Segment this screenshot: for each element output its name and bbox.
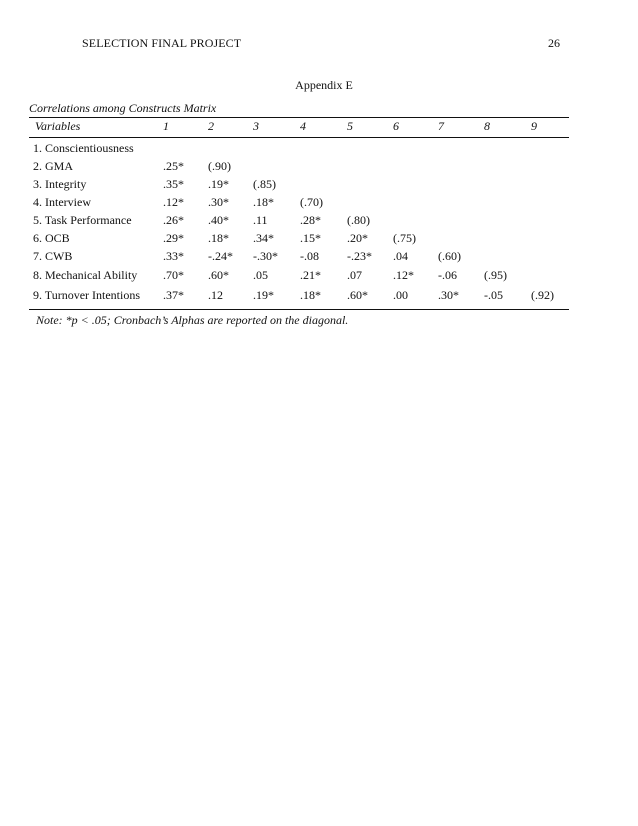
- column-header-variables: Variables: [35, 119, 81, 133]
- page-number: 26: [548, 36, 560, 50]
- correlation-cell: .11: [253, 213, 268, 227]
- correlation-cell: -.24*: [208, 249, 233, 263]
- correlation-cell: .15*: [300, 231, 321, 245]
- row-label: 9. Turnover Intentions: [33, 288, 141, 302]
- correlation-cell: .12*: [163, 195, 184, 209]
- row-label: 3. Integrity: [33, 177, 87, 191]
- column-header-8: 8: [484, 119, 490, 133]
- row-label: 7. CWB: [33, 249, 73, 263]
- correlation-cell: -.23*: [347, 249, 372, 263]
- correlation-cell: (.95): [484, 268, 507, 282]
- correlation-cell: -.30*: [253, 249, 278, 263]
- table-header-row: [0, 119, 638, 137]
- table-row: [0, 141, 638, 159]
- column-header-3: 3: [253, 119, 259, 133]
- row-label: 5. Task Performance: [33, 213, 132, 227]
- correlation-cell: .00: [393, 288, 408, 302]
- correlation-cell: .40*: [208, 213, 229, 227]
- correlation-cell: .05: [253, 268, 268, 282]
- column-header-4: 4: [300, 119, 306, 133]
- row-label: 8. Mechanical Ability: [33, 268, 138, 282]
- running-head: SELECTION FINAL PROJECT: [82, 36, 242, 50]
- table-row: [0, 231, 638, 249]
- correlation-cell: .20*: [347, 231, 368, 245]
- correlation-cell: -.08: [300, 249, 319, 263]
- table-row: [0, 177, 638, 195]
- correlation-cell: .19*: [253, 288, 274, 302]
- correlation-cell: (.90): [208, 159, 231, 173]
- correlation-cell: -.06: [438, 268, 457, 282]
- column-header-1: 1: [163, 119, 169, 133]
- table-row: [0, 288, 638, 306]
- table-note: Note: *p < .05; Cronbach’s Alphas are reported on the diagonal.: [36, 313, 349, 327]
- correlation-cell: .21*: [300, 268, 321, 282]
- table-row: [0, 249, 638, 267]
- correlation-cell: .26*: [163, 213, 184, 227]
- correlation-cell: .28*: [300, 213, 321, 227]
- correlation-cell: .60*: [347, 288, 368, 302]
- correlation-cell: .18*: [253, 195, 274, 209]
- appendix-title: Appendix E: [295, 78, 353, 92]
- table-row: [0, 195, 638, 213]
- column-header-6: 6: [393, 119, 399, 133]
- correlation-cell: .33*: [163, 249, 184, 263]
- correlation-cell: .35*: [163, 177, 184, 191]
- correlation-cell: .18*: [208, 231, 229, 245]
- correlation-cell: (.85): [253, 177, 276, 191]
- correlation-cell: (.80): [347, 213, 370, 227]
- correlation-cell: .70*: [163, 268, 184, 282]
- table-row: [0, 159, 638, 177]
- row-label: 2. GMA: [33, 159, 74, 173]
- correlation-cell: -.05: [484, 288, 503, 302]
- correlation-cell: (.75): [393, 231, 416, 245]
- correlation-cell: .29*: [163, 231, 184, 245]
- correlation-cell: .12: [208, 288, 223, 302]
- table-row: [0, 213, 638, 231]
- table-header-rule: [29, 137, 569, 138]
- row-label: 4. Interview: [33, 195, 91, 209]
- column-header-5: 5: [347, 119, 353, 133]
- table-row: [0, 268, 638, 286]
- correlation-cell: .34*: [253, 231, 274, 245]
- correlation-cell: .19*: [208, 177, 229, 191]
- correlation-cell: .12*: [393, 268, 414, 282]
- correlation-cell: .30*: [208, 195, 229, 209]
- correlation-cell: .37*: [163, 288, 184, 302]
- table-top-rule: [29, 117, 569, 118]
- table-caption: Correlations among Constructs Matrix: [29, 101, 217, 115]
- correlation-cell: .07: [347, 268, 362, 282]
- row-label: 6. OCB: [33, 231, 70, 245]
- correlation-cell: .60*: [208, 268, 229, 282]
- correlation-cell: .04: [393, 249, 408, 263]
- correlation-cell: (.70): [300, 195, 323, 209]
- correlation-cell: .18*: [300, 288, 321, 302]
- column-header-7: 7: [438, 119, 444, 133]
- correlation-cell: .25*: [163, 159, 184, 173]
- row-label: 1. Conscientiousness: [33, 141, 134, 155]
- column-header-9: 9: [531, 119, 537, 133]
- correlation-cell: (.60): [438, 249, 461, 263]
- table-bottom-rule: [29, 309, 569, 310]
- column-header-2: 2: [208, 119, 214, 133]
- correlation-cell: (.92): [531, 288, 554, 302]
- correlation-cell: .30*: [438, 288, 459, 302]
